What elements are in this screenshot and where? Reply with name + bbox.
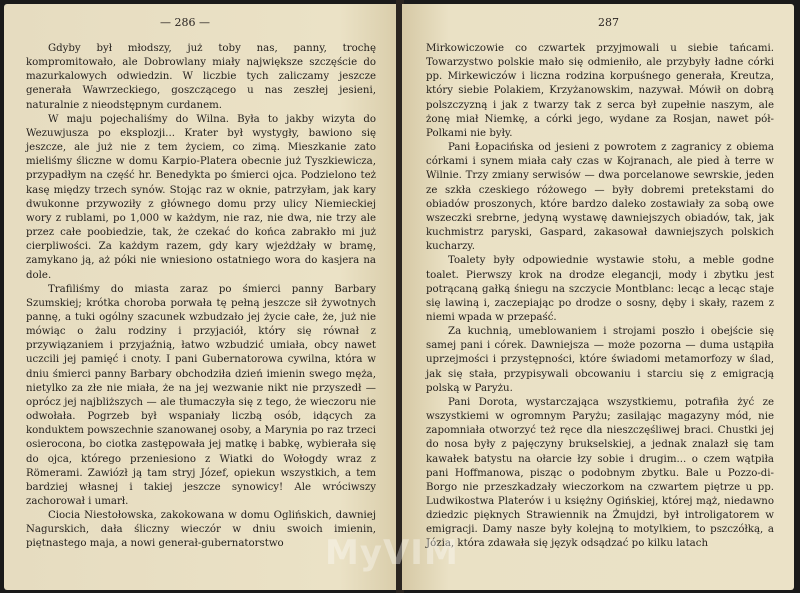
paragraph: W maju pojechaliśmy do Wilna. Była to jakby wizyta do Wezuwjusza po eksplozji... Krater był wystygły, bawiono się jeszcze, ale już nie z tem życiem, co zimą. Mieszkanie zato mieliśmy śliczne w domu Karpio-Platera obecnie już Tyszkiewicza, przypadłym na część hr. Benedykta po śmierci ojca. Podzielono też kasę między trzech synów. Stojąc raz w oknie, patrzyłam, jak kary dwukonne przywoziły z głównego domu przy ulicy Niemieckiej wory z rublami, po 1,000 w każdym, nie raz, nie dwa, nie trzy ale przez całe poobiedzie, tak, że czekać do końca zabrakło mi już cierpliwości. Za każdym razem, gdy kary wjeżdżały w bramę, zamykano ją, aż póki nie wniesiono ostatniego wora do kasjera na dole. [26,113,376,281]
paragraph: Trafiliśmy do miasta zaraz po śmierci panny Barbary Szumskiej; krótka choroba porwała tę pełną jeszcze sił żywotnych pannę, a tuki ogólny szacunek wzbudzało jej życie całe, że, już nie mówiąc o żalu rodziny i przyjaciół, który się równał z przywiązaniem i przyjaźnią, łatwo wzbudzić umiała, obcy nawet uczcili jej pamięć i cnoty. I pani Gubernatorowa cywilna, która w dniu śmierci panny Barbary obchodziła dzień imienin swego męża, nietylko za złe nie miała, że na jej wezwanie nikt nie przyszedł — oprócz jej najbliższych — ale tłumaczyła się z tego, że wieczoru nie odwołała. Pogrzeb był wspaniały liczbą osób, idących za konduktem powszechnie szanowanej osoby, a Marynia po raz trzeci osierocona, bo ciotka zastępowała jej matkę i babkę, wybierała się do ojca, którego przeniesiono z Wiatki do Wołogdy wraz z Römerami. Zawiózł ją tam stryj Józef, opiekun wszystkich, a tem bardziej własnej i takiej jeszcze synowicy! Ale wróciwszy zachorował i umarł. [26,283,376,507]
left-page [4,4,398,590]
right-page [402,4,794,590]
right-page-body [426,42,774,552]
paragraph: Mirkowiczowie co czwartek przyjmowali u siebie tańcami. Towarzystwo polskie mało się odmieniło, ale przybyły ładne córki pp. Mirkewiczów i liczna rodzina korpuśnego generała, Kreutza, który siebie Polakiem, Krzyżanowskim, nazywał. Mówił on dobrą polszczyzną i jak z twarzy tak z serca był zupełnie naszym, ale żonę miał Niemkę, a córki jego, wydane za Rosjan, nawet pół-Polkami nie były. [426,43,774,139]
paragraph: Pani Dorota, wystarczająca wszystkiemu, potrafiła żyć ze wszystkiemi w ogromnym Paryżu; zasilając magazyny mód, nie zapomniała otworzyć też ręce dla nieszczęśliwej braci. Chustki jej do nosa były z pajęczyny brukselskiej, a jednak znalazł się tam kawałek batystu na ołarcie łzy sobie i drugim... o czem wątpiła pani Hoffmanowa, pisząc o podobnym zbytku. Bale u Pozzo-di-Borgo nie przeszkadzały wieczorkom na czwartem piętrze u pp. Ludwikostwa Platerów i u księżny Ogińskiej, której mąż, niedawno dziedzic pięknych Strawiennik na Żmujdzi, był introligatorem w emigracji. Damy nasze były kolejną to motylkiem, to pszczółką, a Józia, która zdawała się język odsądzać po kilku latach [426,396,774,550]
paragraph: Ciocia Niestołowska, zakokowana w domu Oglińskich, dawniej Nagurskich, dała śliczny wieczór w dniu swoich imienin, piętnastego maja, a nowi generał-gubernatorstwo [26,510,376,550]
paragraph: Za kuchnią, umeblowaniem i strojami poszło i obejście się samej pani i córek. Dawniejsza — może pozorna — duma ustąpiła uprzejmości i przystępności, które świadomi metamorfozy w ślad, jak się stała, przypisywali obcowaniu i starciu się z emigracją polską w Paryżu. [426,326,774,394]
paragraph: Toalety były odpowiednie wystawie stołu, a meble godne toalet. Pierwszy krok na drodze elegancji, mody i zbytku jest potrącaną gałką śniegu na szczycie Montblanc: lecąc a lecąc staje się lawiną i, zaczepiając po drodze o sosny, dęby i skały, razem z niemi wpada w przepaść. [426,255,774,323]
right-page-number: 287 [598,16,619,29]
left-page-number: — 286 — [160,16,210,29]
watermark: MyVIM [325,533,459,573]
paragraph: Gdyby był młodszy, już toby nas, panny, trochę kompromitowało, ale Dobrowlany miały największe szczęście do mazurkalowych odwiedzin. W liczbie tych zaliczamy jeszcze generała Wawrzeckiego, goszczącego u nas zeszłej jesieni, naturalnie z nieodstępnym curdanem. [26,43,376,111]
paragraph: Pani Łopacińska od jesieni z powrotem z zagranicy z obiema córkami i synem miała cały czas w Kojranach, ale pied à terre w Wilnie. Trzy zmiany serwisów — dwa porcelanowe sewrskie, jeden ze szkła czeskiego różowego — były dobremi pretekstami do obiadów proszonych, które bardzo daleko zostawiały za sobą owe wszeczki srebrne, jedyną wystawę dawniejszych obiadów, tak, jak kuchmistrz paryski, Gaspard, zakasował dawniejszych polskich kucharzy. [426,142,774,253]
left-page-body [26,42,376,552]
